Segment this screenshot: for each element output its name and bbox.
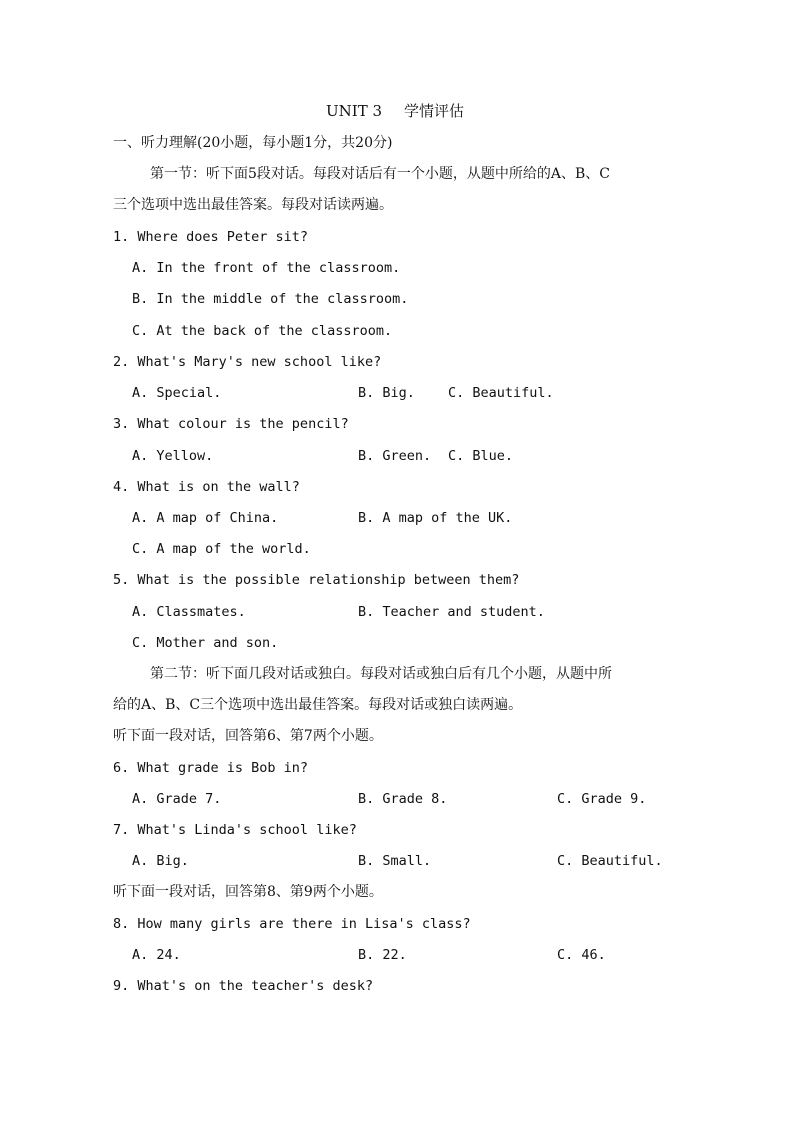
question-1: 1. Where does Peter sit?: [113, 229, 309, 245]
part1-intro-line2: 三个选项中选出最佳答案。每段对话读两遍。: [113, 197, 393, 213]
part2-intro-line2: 给的A、B、C三个选项中选出最佳答案。每段对话或独白读两遍。: [113, 697, 523, 713]
part2-intro-line1: 第二节：听下面几段对话或独白。每段对话或独白后有几个小题，从题中所: [150, 666, 612, 682]
question-8-option-c: C. 46.: [557, 947, 606, 963]
question-6-option-a: A. Grade 7.: [132, 791, 222, 807]
question-4: 4. What is on the wall?: [113, 479, 300, 495]
question-2-option-b: B. Big.: [358, 385, 415, 401]
question-1-option-c: C. At the back of the classroom.: [132, 323, 393, 339]
question-7: 7. What's Linda's school like?: [113, 822, 357, 838]
question-2-option-c: C. Beautiful.: [448, 385, 554, 401]
question-2-option-a: A. Special.: [132, 385, 222, 401]
question-4-option-a: A. A map of China.: [132, 510, 279, 526]
question-3-option-b: B. Green.: [358, 448, 432, 464]
question-2: 2. What's Mary's new school like?: [113, 354, 382, 370]
question-3-option-a: A. Yellow.: [132, 448, 214, 464]
instruction-questions-6-7: 听下面一段对话，回答第6、第7两个小题。: [113, 728, 383, 744]
section-heading: 一、听力理解(20小题，每小题1分，共20分): [113, 135, 393, 151]
question-8-option-b: B. 22.: [358, 947, 407, 963]
question-7-option-a: A. Big.: [132, 853, 189, 869]
question-6-option-c: C. Grade 9.: [557, 791, 647, 807]
question-4-option-c: C. A map of the world.: [132, 541, 311, 557]
question-5-option-a: A. Classmates.: [132, 604, 246, 620]
question-1-option-a: A. In the front of the classroom.: [132, 260, 401, 276]
unit-name: 学情评估: [404, 102, 465, 120]
question-7-option-c: C. Beautiful.: [557, 853, 663, 869]
unit-label: UNIT 3: [326, 102, 383, 120]
instruction-questions-8-9: 听下面一段对话，回答第8、第9两个小题。: [113, 884, 383, 900]
question-1-option-b: B. In the middle of the classroom.: [132, 291, 409, 307]
question-9: 9. What's on the teacher's desk?: [113, 978, 374, 994]
question-5-option-b: B. Teacher and student.: [358, 604, 545, 620]
question-7-option-b: B. Small.: [358, 853, 432, 869]
question-5: 5. What is the possible relationship between them?: [113, 572, 520, 588]
question-4-option-b: B. A map of the UK.: [358, 510, 513, 526]
question-3: 3. What colour is the pencil?: [113, 416, 349, 432]
page-title: [326, 102, 464, 120]
question-8: 8. How many girls are there in Lisa's class?: [113, 916, 471, 932]
question-6-option-b: B. Grade 8.: [358, 791, 448, 807]
part1-intro-line1: 第一节：听下面5段对话。每段对话后有一个小题，从题中所给的A、B、C: [150, 166, 611, 182]
question-5-option-c: C. Mother and son.: [132, 635, 279, 651]
question-3-option-c: C. Blue.: [448, 448, 514, 464]
question-8-option-a: A. 24.: [132, 947, 181, 963]
question-6: 6. What grade is Bob in?: [113, 760, 309, 776]
